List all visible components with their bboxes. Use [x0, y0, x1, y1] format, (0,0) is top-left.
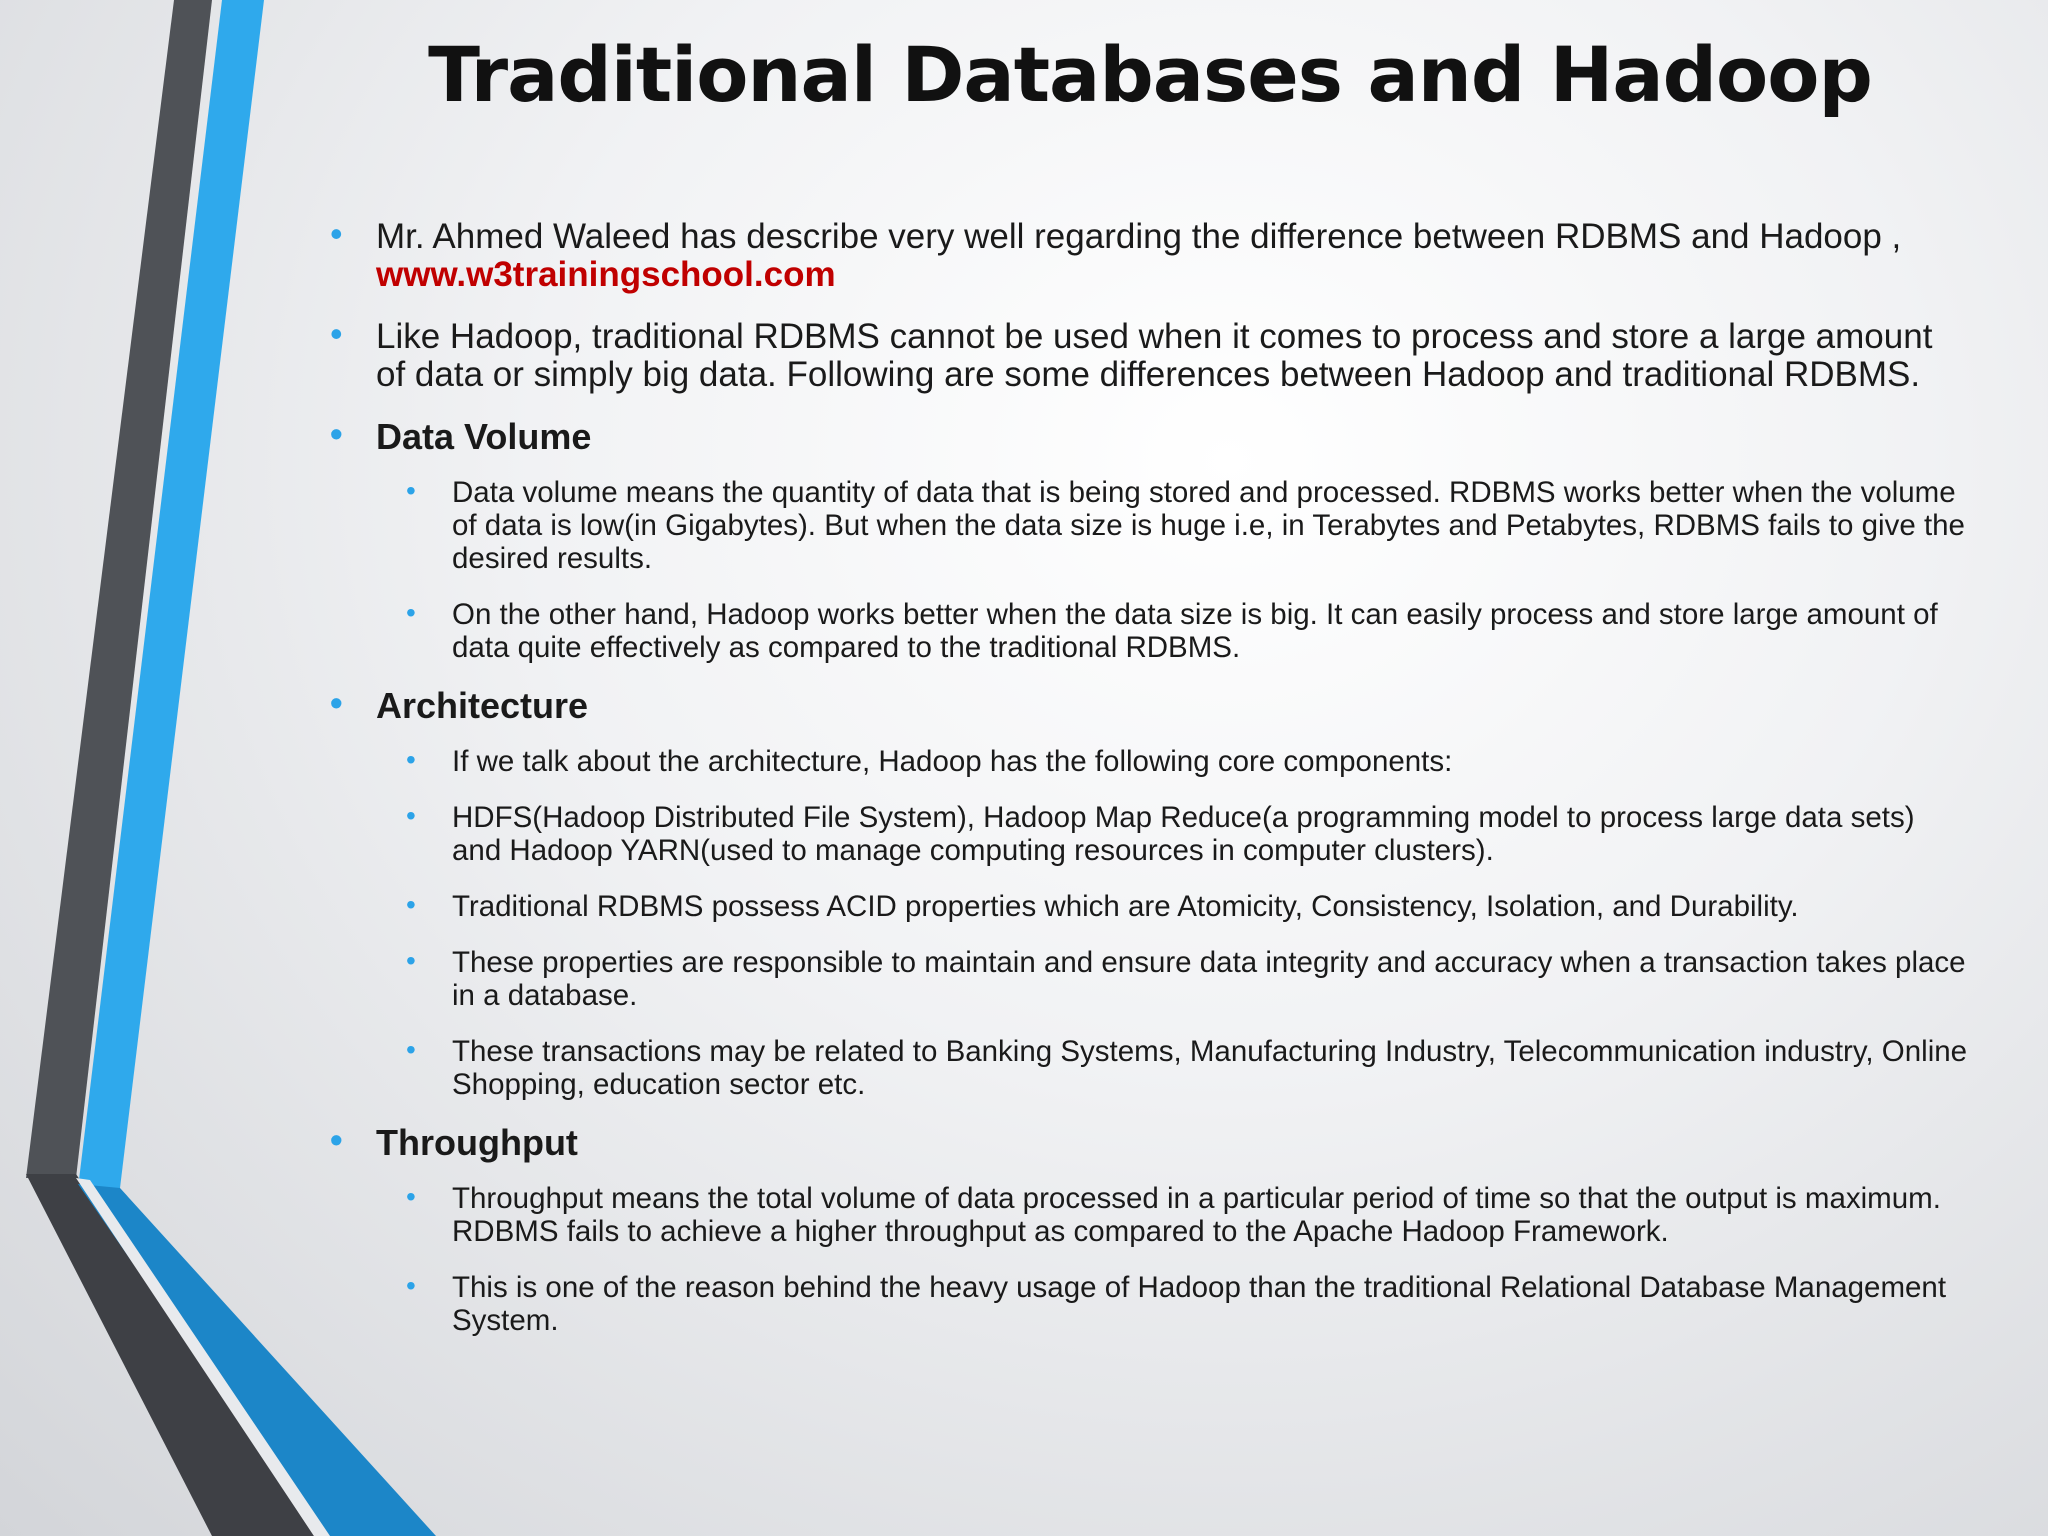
website-link[interactable]: www.w3trainingschool.com: [376, 255, 836, 294]
bullet-icon: •: [330, 1119, 343, 1160]
slide-title: Traditional Databases and Hadoop: [428, 30, 1872, 119]
section-heading-text: Throughput: [376, 1122, 578, 1163]
list-item: [406, 476, 1970, 575]
list-item-text: These properties are responsible to maintain and ensure data integrity and accuracy when a transaction takes place in a database.: [452, 946, 1966, 1012]
section-heading-text: Data Volume: [376, 416, 592, 457]
section-heading-data-volume: [330, 413, 1970, 457]
list-item: [406, 801, 1970, 867]
list-item-text: This is one of the reason behind the heavy usage of Hadoop than the traditional Relational Database Management System.: [452, 1271, 1947, 1337]
bullet-icon: •: [406, 1034, 416, 1065]
paragraph-2-text: Like Hadoop, traditional RDBMS cannot be used when it comes to process and store a large amount of data or simply big data. Following are some differences between Hadoop and traditional RDBMS.: [376, 317, 1933, 394]
list-item-text: Data volume means the quantity of data that is being stored and processed. RDBMS works better when the volume of data is low(in Gigabytes). But when the data size is huge i.e, in Terabytes and Petabytes, RDBMS fails to give the desired results.: [452, 476, 1965, 575]
list-item: [406, 1182, 1970, 1248]
bullet-icon: •: [406, 597, 416, 628]
bullet-intro: [330, 213, 1970, 294]
bullet-paragraph-2: [330, 313, 1970, 394]
list-item: [406, 890, 1970, 923]
list-item-text: If we talk about the architecture, Hadoop has the following core components:: [452, 745, 1453, 778]
intro-text: Mr. Ahmed Waleed has describe very well regarding the difference between RDBMS and Hadoop ,: [376, 217, 1902, 256]
bullet-icon: •: [406, 889, 416, 920]
section-heading-text: Architecture: [376, 685, 589, 726]
bullet-icon: •: [406, 800, 416, 831]
throughput-points: [406, 1182, 1970, 1337]
slide-content: [330, 213, 1970, 1360]
list-item: [406, 1271, 1970, 1337]
list-item-text: Traditional RDBMS possess ACID properties which are Atomicity, Consistency, Isolation, and Durability.: [452, 890, 1799, 923]
list-item: [406, 946, 1970, 1012]
bullet-icon: •: [330, 413, 343, 454]
bullet-icon: •: [406, 945, 416, 976]
list-item-text: These transactions may be related to Banking Systems, Manufacturing Industry, Telecommunication industry, Online Shopping, education sector etc.: [452, 1035, 1968, 1101]
bullet-icon: •: [406, 475, 416, 506]
bullet-icon: •: [330, 213, 343, 254]
data-volume-points: [406, 476, 1970, 664]
architecture-points: [406, 745, 1970, 1101]
bullet-icon: •: [330, 682, 343, 723]
bullet-icon: •: [406, 1270, 416, 1301]
section-heading-throughput: [330, 1119, 1970, 1163]
bullet-icon: •: [406, 1181, 416, 1212]
list-item: [406, 1035, 1970, 1101]
list-item: [406, 598, 1970, 664]
list-item: [406, 745, 1970, 778]
list-item-text: Throughput means the total volume of data processed in a particular period of time so that the output is maximum. RDBMS fails to achieve a higher throughput as compared to the Apache Hadoop Framework.: [452, 1182, 1941, 1248]
bullet-icon: •: [330, 313, 343, 354]
section-heading-architecture: [330, 682, 1970, 726]
list-item-text: On the other hand, Hadoop works better when the data size is big. It can easily process and store large amount of data quite effectively as compared to the traditional RDBMS.: [452, 598, 1938, 664]
bullet-icon: •: [406, 744, 416, 775]
list-item-text: HDFS(Hadoop Distributed File System), Hadoop Map Reduce(a programming model to process large data sets) and Hadoop YARN(used to manage computing resources in computer clusters).: [452, 801, 1915, 867]
